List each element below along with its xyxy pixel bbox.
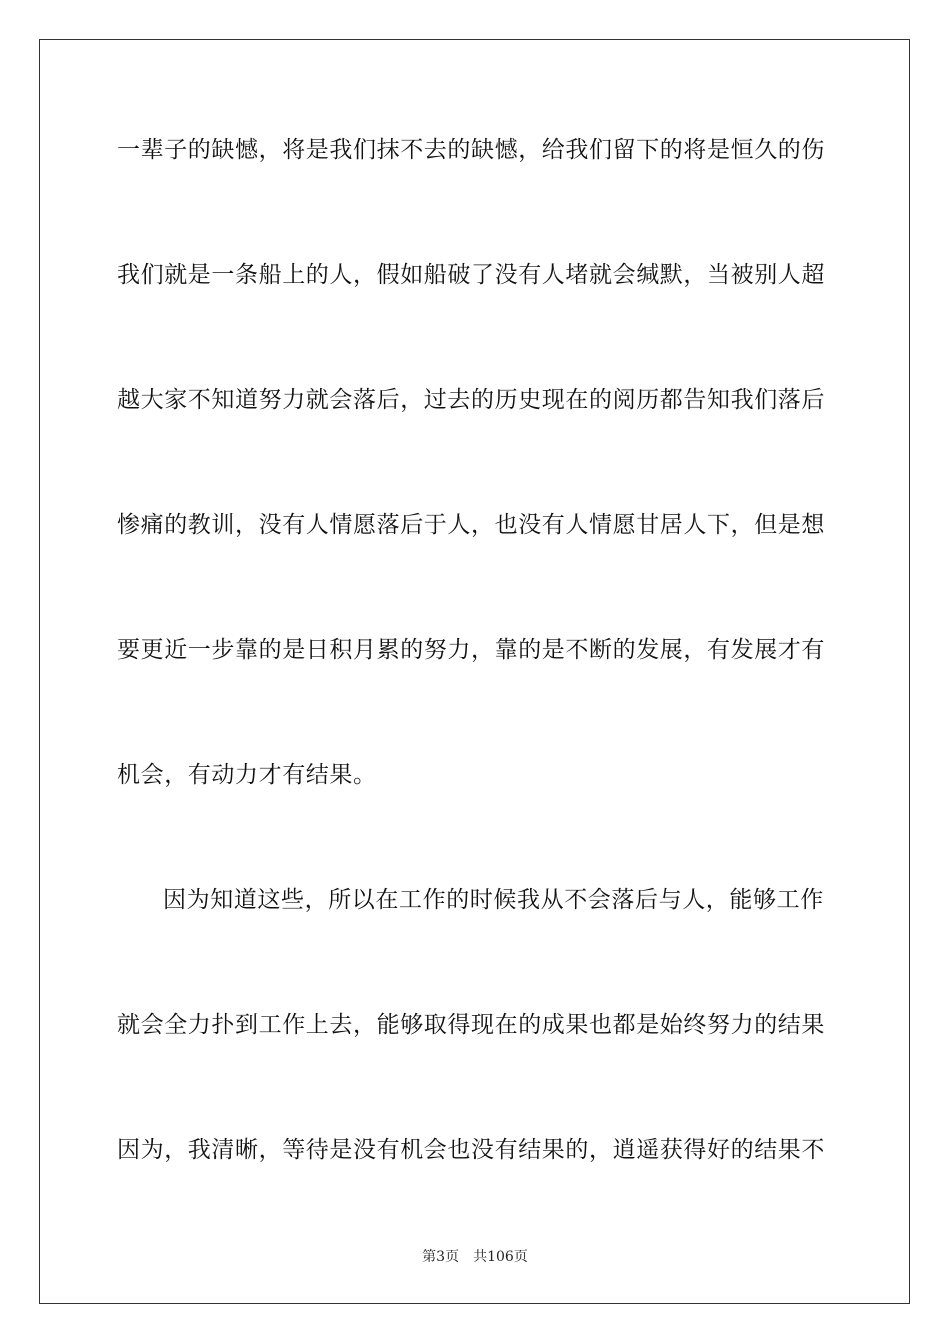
body-text-line: 机会，有动力才有结果。 — [117, 762, 377, 788]
body-text-line: 要更近一步靠的是日积月累的努力，靠的是不断的发展，有发展才有 — [117, 637, 825, 663]
page-total: 共106页 — [473, 1249, 528, 1265]
body-text-line-indented: 因为知道这些，所以在工作的时候我从不会落后与人，能够工作 — [163, 887, 824, 913]
body-text-line: 就会全力扑到工作上去，能够取得现在的成果也都是始终努力的结果 — [117, 1012, 825, 1038]
body-text-line: 我们就是一条船上的人，假如船破了没有人堵就会缄默，当被别人超 — [117, 262, 825, 288]
page-number: 第3页 — [422, 1249, 460, 1265]
body-text-line: 因为，我清晰，等待是没有机会也没有结果的，逍遥获得好的结果不 — [117, 1137, 825, 1163]
body-text-line: 越大家不知道努力就会落后，过去的历史现在的阅历都告知我们落后 — [117, 387, 825, 413]
page-border — [39, 39, 910, 1304]
body-text-line: 一辈子的缺憾，将是我们抹不去的缺憾，给我们留下的将是恒久的伤 — [117, 137, 825, 163]
page-footer — [0, 1248, 950, 1266]
body-text-line: 惨痛的教训，没有人情愿落后于人，也没有人情愿甘居人下，但是想 — [117, 512, 825, 538]
